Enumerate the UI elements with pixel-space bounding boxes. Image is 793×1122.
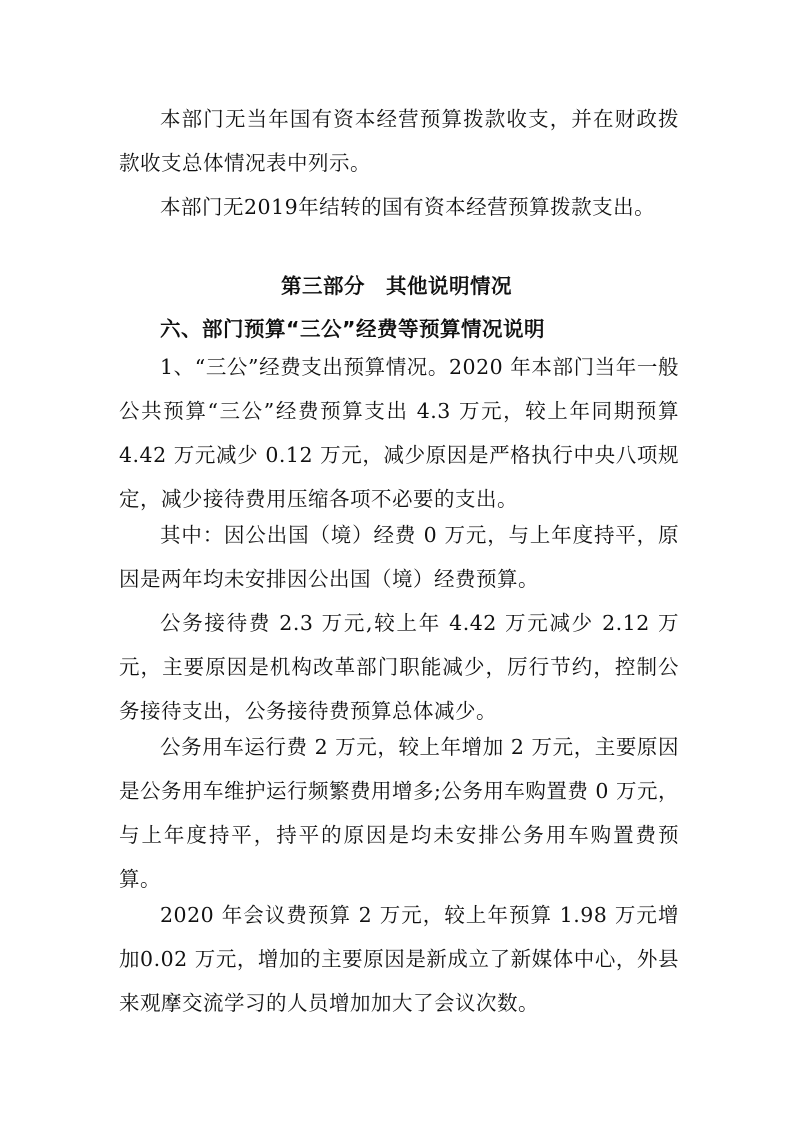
paragraph-meeting-expenses: 2020 年会议费预算 2 万元，较上年预算 1.98 万元增加0.02 万元，增加的主要原因是新成立了新媒体中心，外县来观摩交流学习的人员增加加大了会议次数。 <box>119 903 679 1015</box>
paragraph-no-2019-carryover: 本部门无2019年结转的国有资本经营预算拨款支出。 <box>160 195 656 219</box>
paragraph-overseas-travel: 其中：因公出国（境）经费 0 万元，与上年度持平，原因是两年均未安排因公出国（境）经费预算。 <box>119 523 679 591</box>
paragraph-vehicle-expenses: 公务用车运行费 2 万元，较上年增加 2 万元，主要原因是公务用车维护运行频繁费用增多;公务用车购置费 0 万元，与上年度持平，持平的原因是均未安排公务用车购置费预算。 <box>119 735 679 891</box>
paragraph-reception-expenses: 公务接待费 2.3 万元,较上年 4.42 万元减少 2.12 万元，主要原因是机构改革部门职能减少，厉行节约，控制公务接待支出，公务接待费预算总体减少。 <box>119 611 679 723</box>
section-title: 六、部门预算“三公”经费等预算情况说明 <box>160 317 545 341</box>
part-title: 第三部分 其他说明情况 <box>281 274 512 298</box>
paragraph-three-public-expenses-overview: 1、“三公”经费支出预算情况。2020 年本部门当年一般公共预算“三公”经费预算支出 4.3 万元，较上年同期预算 4.42 万元减少 0.12 万元，减少原因是严格执行中央八项规定，减少接待费用压缩各项不必要的支出。 <box>119 355 679 511</box>
paragraph-no-state-capital-budget: 本部门无当年国有资本经营预算拨款收支，并在财政拨款收支总体情况表中列示。 <box>119 107 679 175</box>
